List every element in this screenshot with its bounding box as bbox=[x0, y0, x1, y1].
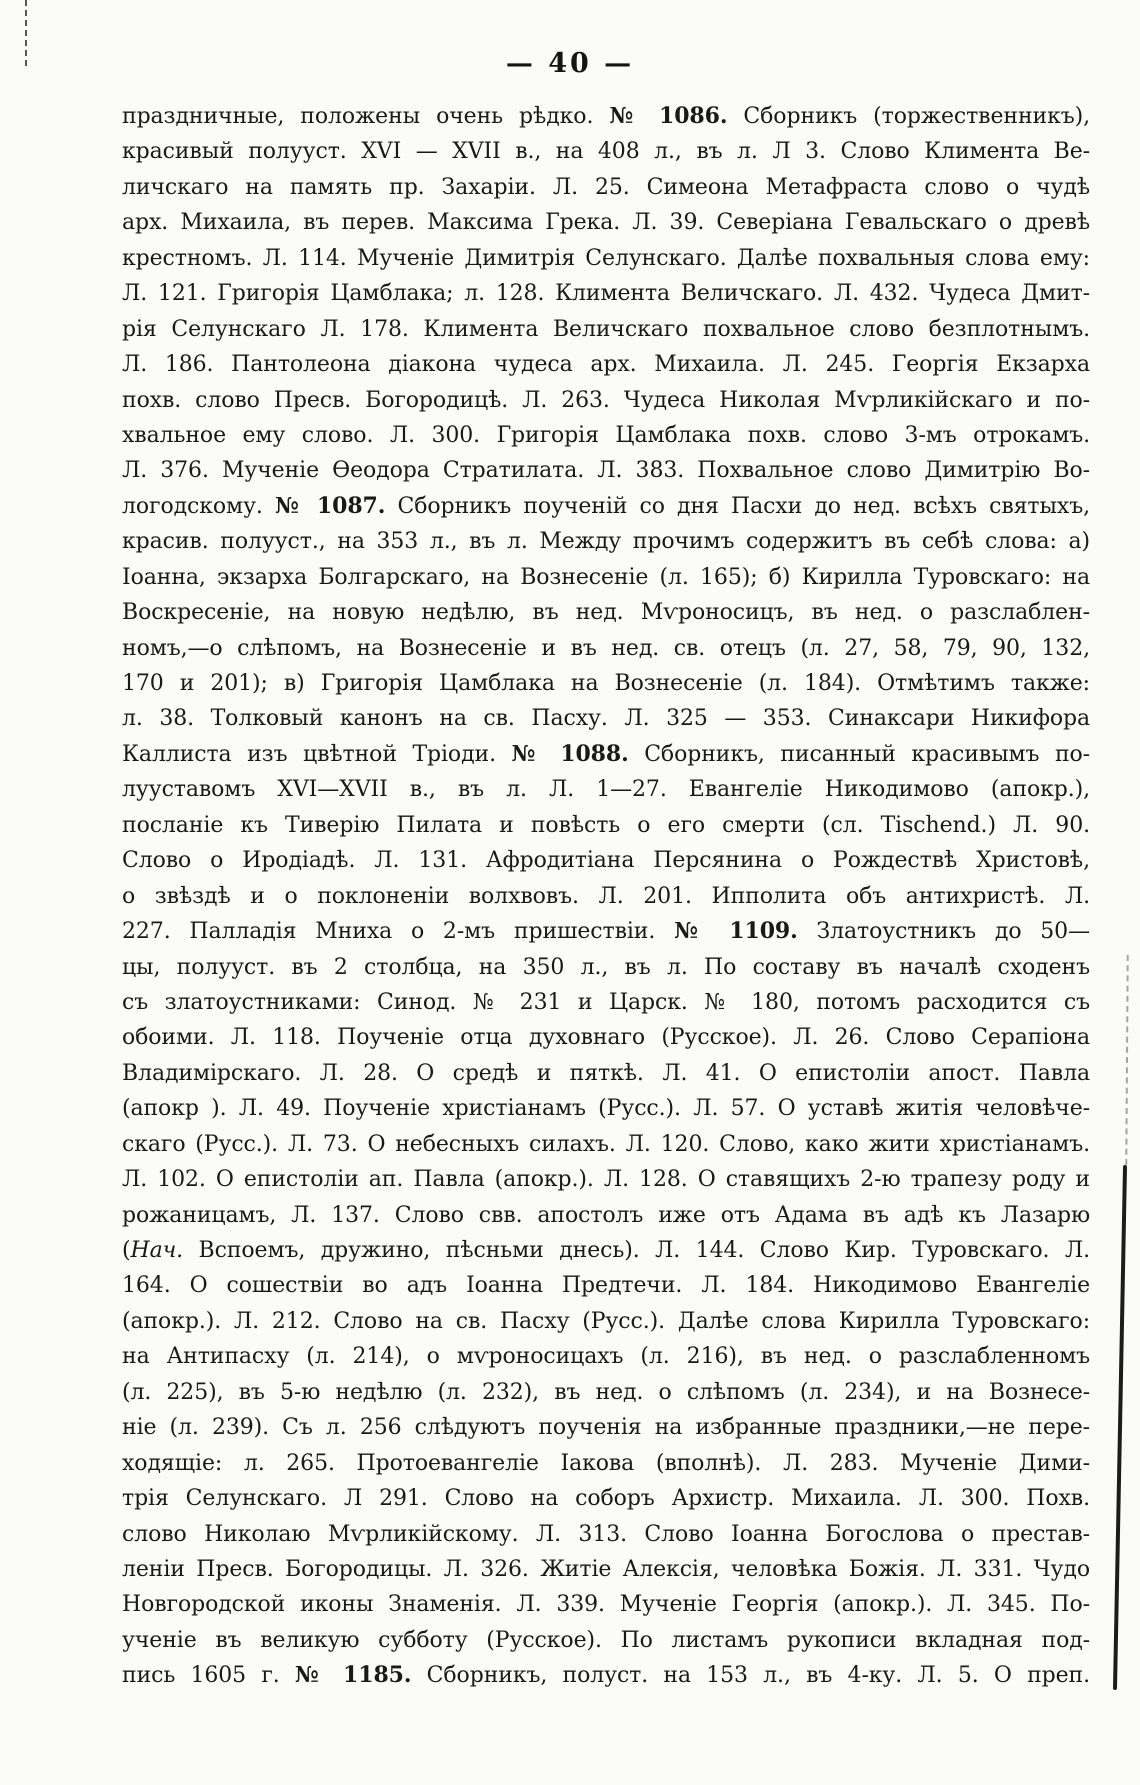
text-segment: номъ,—о слѣпомъ, на Вознесеніе и въ нед. св. отецъ (л. 27, 58, 79, 90, 132, bbox=[122, 635, 1090, 661]
text-segment: ходящіе: л. 265. Протоевангеліе Іакова (вполнѣ). Л. 283. Мученіе Дими- bbox=[122, 1450, 1090, 1476]
text-segment: л. 38. Толковый канонъ на св. Пасху. Л. 325 — 353. Синаксари Никифора bbox=[122, 706, 1090, 732]
text-line bbox=[122, 1056, 1090, 1091]
text-line bbox=[122, 1233, 1090, 1268]
text-line bbox=[122, 1339, 1090, 1374]
text-segment: Златоустникъ до 50— bbox=[797, 919, 1090, 945]
text-line bbox=[122, 489, 1090, 524]
text-segment: леніи Пресв. Богородицы. Л. 326. Житіе Алексія, человѣка Божія. Л. 331. Чудо bbox=[122, 1556, 1090, 1582]
text-segment: Сборникъ, писанный красивымъ по- bbox=[628, 741, 1090, 767]
text-segment: логодскому. bbox=[122, 493, 275, 519]
text-segment: красив. полууст., на 353 л., въ л. Между прочимъ содержитъ въ себѣ слова: а) bbox=[122, 529, 1090, 555]
text-segment: съ златоустниками: Синод. № 231 и Царск. № 180, потомъ расходится съ bbox=[122, 989, 1090, 1015]
text-line bbox=[122, 1127, 1090, 1162]
text-segment: ніе (л. 239). Съ л. 256 слѣдуютъ поученія на избранные праздники,—не пере- bbox=[122, 1415, 1090, 1441]
text-line bbox=[122, 1020, 1090, 1055]
text-line bbox=[122, 631, 1090, 666]
text-segment: пись 1605 г. bbox=[122, 1663, 295, 1689]
text-line bbox=[122, 701, 1090, 736]
text-segment: рія Селунскаго Л. 178. Климента Величскаго похвальное слово безплотнымъ. bbox=[122, 316, 1090, 342]
text-line bbox=[122, 772, 1090, 807]
text-segment: слово Николаю Мѵрликійскому. Л. 313. Слово Іоанна Богослова о престав- bbox=[122, 1521, 1090, 1547]
text-segment: хвальное ему слово. Л. 300. Григорія Цамблака похв. слово 3-мъ отрокамъ. bbox=[122, 422, 1090, 448]
text-line bbox=[122, 418, 1090, 453]
text-line bbox=[122, 1410, 1090, 1445]
text-segment: 227. Палладія Мниха о 2-мъ пришествіи. bbox=[122, 919, 675, 945]
text-segment: рожаницамъ, Л. 137. Слово свв. апостолъ иже отъ Адама въ адѣ къ Лазарю bbox=[122, 1202, 1090, 1228]
entry-number: № 1185. bbox=[294, 1662, 412, 1689]
text-line bbox=[122, 1375, 1090, 1410]
text-segment: Л. 121. Григорія Цамблака; л. 128. Климента Величскаго. Л. 432. Чудеса Дмит- bbox=[122, 281, 1090, 307]
text-line bbox=[122, 312, 1090, 347]
text-line bbox=[122, 1446, 1090, 1481]
text-segment: Нач. bbox=[130, 1238, 184, 1263]
text-segment: (апокр ). Л. 49. Поученіе христіанамъ (Русс.). Л. 57. О уставѣ житія человѣче- bbox=[122, 1096, 1090, 1122]
text-segment: ( bbox=[122, 1238, 131, 1263]
text-segment: цы, полууст. въ 2 столбца, на 350 л., въ л. По составу въ началѣ сходенъ bbox=[122, 954, 1090, 980]
text-segment: праздничные, положены очень рѣдко. bbox=[122, 104, 610, 129]
text-segment: Новгородской иконы Знаменія. Л. 339. Мученіе Георгія (апокр.). Л. 345. По- bbox=[122, 1592, 1090, 1618]
text-segment: 170 и 201); в) Григорія Цамблака на Вознесеніе (л. 184). Отмѣтимъ также: bbox=[122, 671, 1090, 696]
text-line bbox=[122, 205, 1090, 240]
text-line bbox=[122, 1552, 1090, 1587]
text-line bbox=[122, 808, 1090, 843]
text-line bbox=[122, 1517, 1090, 1552]
text-segment: Сборникъ, полуст. на 153 л., въ 4-ку. Л. 5. О преп. bbox=[411, 1663, 1090, 1689]
text-line bbox=[122, 1658, 1090, 1693]
catalog-text-block bbox=[122, 99, 1090, 1694]
text-line bbox=[122, 560, 1090, 595]
text-segment: (л. 225), въ 5-ю недѣлю (л. 232), въ нед. о слѣпомъ (л. 234), и на Вознесе- bbox=[122, 1379, 1090, 1405]
scan-mark-right-faint bbox=[1125, 955, 1128, 1165]
text-segment: лууставомъ XVI—XVII в., въ л. Л. 1—27. Евангеліе Никодимово (апокр.), bbox=[122, 777, 1090, 803]
text-line bbox=[122, 241, 1090, 276]
text-segment: трія Селунскаго. Л 291. Слово на соборъ Архистр. Михаила. Л. 300. Похв. bbox=[122, 1486, 1090, 1512]
text-segment: Сборникъ (торжественникъ), bbox=[727, 104, 1090, 129]
text-segment: личскаго на память пр. Захаріи. Л. 25. Симеона Метафраста слово о чудѣ bbox=[122, 174, 1090, 200]
text-line bbox=[122, 1268, 1090, 1303]
text-line bbox=[122, 347, 1090, 382]
text-line bbox=[122, 1304, 1090, 1339]
text-segment: Л. 102. О епистоліи ап. Павла (апокр.). Л. 128. О ставящихъ 2-ю трапезу роду и bbox=[122, 1167, 1090, 1193]
text-segment: крестномъ. Л. 114. Мученіе Димитрія Селунскаго. Далѣе похвальныя слова ему: bbox=[122, 245, 1090, 271]
text-line bbox=[122, 595, 1090, 630]
entry-number: № 1109. bbox=[674, 918, 798, 945]
text-line bbox=[122, 843, 1090, 878]
text-segment: Л. 186. Пантолеона діакона чудеса арх. Михаила. Л. 245. Георгія Екзарха bbox=[122, 352, 1090, 378]
text-segment: Сборникъ поученій со дня Пасхи до нед. всѣхъ святыхъ, bbox=[385, 493, 1090, 519]
text-line bbox=[122, 666, 1090, 701]
text-line bbox=[122, 950, 1090, 985]
text-line bbox=[122, 1091, 1090, 1126]
text-segment: о звѣздѣ и о поклоненіи волхвовъ. Л. 201. Ипполита объ антихристѣ. Л. bbox=[122, 883, 1090, 909]
text-line bbox=[122, 1481, 1090, 1516]
text-segment: 164. О сошествіи во адъ Іоанна Предтечи. Л. 184. Никодимово Евангеліе bbox=[122, 1273, 1090, 1299]
text-line bbox=[122, 134, 1090, 169]
entry-number: № 1087. bbox=[274, 492, 386, 519]
text-segment: Каллиста изъ цвѣтной Тріоди. bbox=[122, 741, 512, 767]
page-number: — 40 — bbox=[505, 48, 635, 79]
text-line bbox=[122, 276, 1090, 311]
text-segment: Воскресеніе, на новую недѣлю, въ нед. Мѵроносицъ, въ нед. о разслаблен- bbox=[122, 600, 1090, 626]
text-line bbox=[122, 170, 1090, 205]
text-line bbox=[122, 1198, 1090, 1233]
text-line bbox=[122, 453, 1090, 488]
text-line bbox=[122, 1623, 1090, 1658]
text-segment: Владимірскаго. Л. 28. О средѣ и пяткѣ. Л. 41. О епистоліи апост. Павла bbox=[122, 1060, 1090, 1086]
text-segment: посланіе къ Тиверію Пилата и повѣсть о его смерти (сл. Tischend.) Л. 90. bbox=[122, 812, 1090, 838]
text-line bbox=[122, 879, 1090, 914]
text-segment: Слово о Иродіадѣ. Л. 131. Афродитіана Персянина о Рождествѣ Христовѣ, bbox=[122, 848, 1090, 874]
text-line bbox=[122, 914, 1090, 949]
text-segment: скаго (Русс.). Л. 73. О небесныхъ силахъ. Л. 120. Слово, како жити христіанамъ. bbox=[122, 1131, 1090, 1157]
scan-mark-right-edge bbox=[1113, 1165, 1127, 1690]
text-line bbox=[122, 1587, 1090, 1622]
text-segment: на Антипасху (л. 214), о мѵроносицахъ (л. 216), въ нед. о разслабленномъ bbox=[122, 1344, 1090, 1370]
text-segment: обоими. Л. 118. Поученіе отца духовнаго (Русское). Л. 26. Слово Серапіона bbox=[122, 1025, 1090, 1051]
entry-number: № 1088. bbox=[511, 740, 629, 767]
text-line bbox=[122, 383, 1090, 418]
text-line bbox=[122, 737, 1090, 772]
text-segment: похв. слово Пресв. Богородицѣ. Л. 263. Чудеса Николая Мѵрликійскаго и по- bbox=[122, 387, 1090, 413]
text-line bbox=[122, 524, 1090, 559]
text-line bbox=[122, 99, 1090, 134]
text-segment: Л. 376. Мученіе Ѳеодора Стратилата. Л. 383. Похвальное слово Димитрію Во- bbox=[122, 458, 1090, 484]
text-line bbox=[122, 1162, 1090, 1197]
entry-number: № 1086. bbox=[609, 103, 728, 129]
text-segment: красивый полууст. XVI — XVII в., на 408 л., въ л. Л 3. Слово Климента Ве- bbox=[122, 139, 1090, 165]
text-segment: Вспоемъ, дружино, пѣсньми днесь). Л. 144. Слово Кир. Туровскаго. Л. bbox=[183, 1238, 1090, 1263]
text-segment: ученіе въ великую субботу (Русское). По листамъ рукописи вкладная под- bbox=[122, 1627, 1090, 1653]
text-segment: Іоанна, экзарха Болгарскаго, на Вознесеніе (л. 165); б) Кирилла Туровскаго: на bbox=[122, 564, 1090, 590]
text-segment: (апокр.). Л. 212. Слово на св. Пасху (Русс.). Далѣе слова Кирилла Туровскаго: bbox=[122, 1308, 1090, 1334]
text-segment: арх. Михаила, въ перев. Максима Грека. Л. 39. Северіана Гевальскаго о древѣ bbox=[122, 210, 1090, 236]
text-line bbox=[122, 985, 1090, 1020]
